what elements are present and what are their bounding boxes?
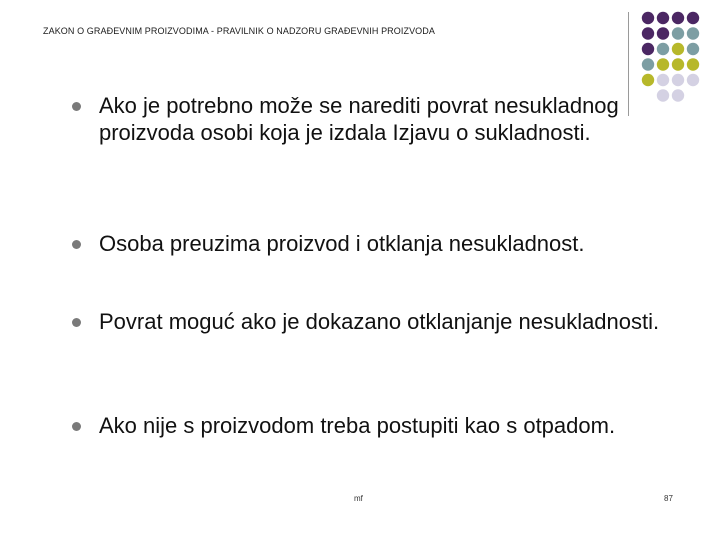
document-header: ZAKON O GRAĐEVNIM PROIZVODIMA - PRAVILNIK O NADZORU GRAĐEVNIH PROIZVODA: [43, 26, 435, 36]
bullet-dot-icon: [72, 318, 81, 327]
bullet-dot-icon: [72, 102, 81, 111]
bullet-dot-icon: [72, 240, 81, 249]
footer-author: mf: [354, 494, 363, 503]
bullet-text: Osoba preuzima proizvod i otklanja nesukladnost.: [99, 231, 585, 256]
bullet-text: Ako nije s proizvodom treba postupiti kao s otpadom.: [99, 413, 616, 438]
bullet-text: Ako je potrebno može se narediti povrat nesukladnog proizvoda osobi koja je izdala Izjavu o sukladnosti.: [99, 93, 619, 145]
bullet-dot-icon: [72, 422, 81, 431]
bullet-text: Povrat moguć ako je dokazano otklanjanje nesukladnosti.: [99, 309, 660, 334]
page-number: 87: [664, 494, 673, 503]
